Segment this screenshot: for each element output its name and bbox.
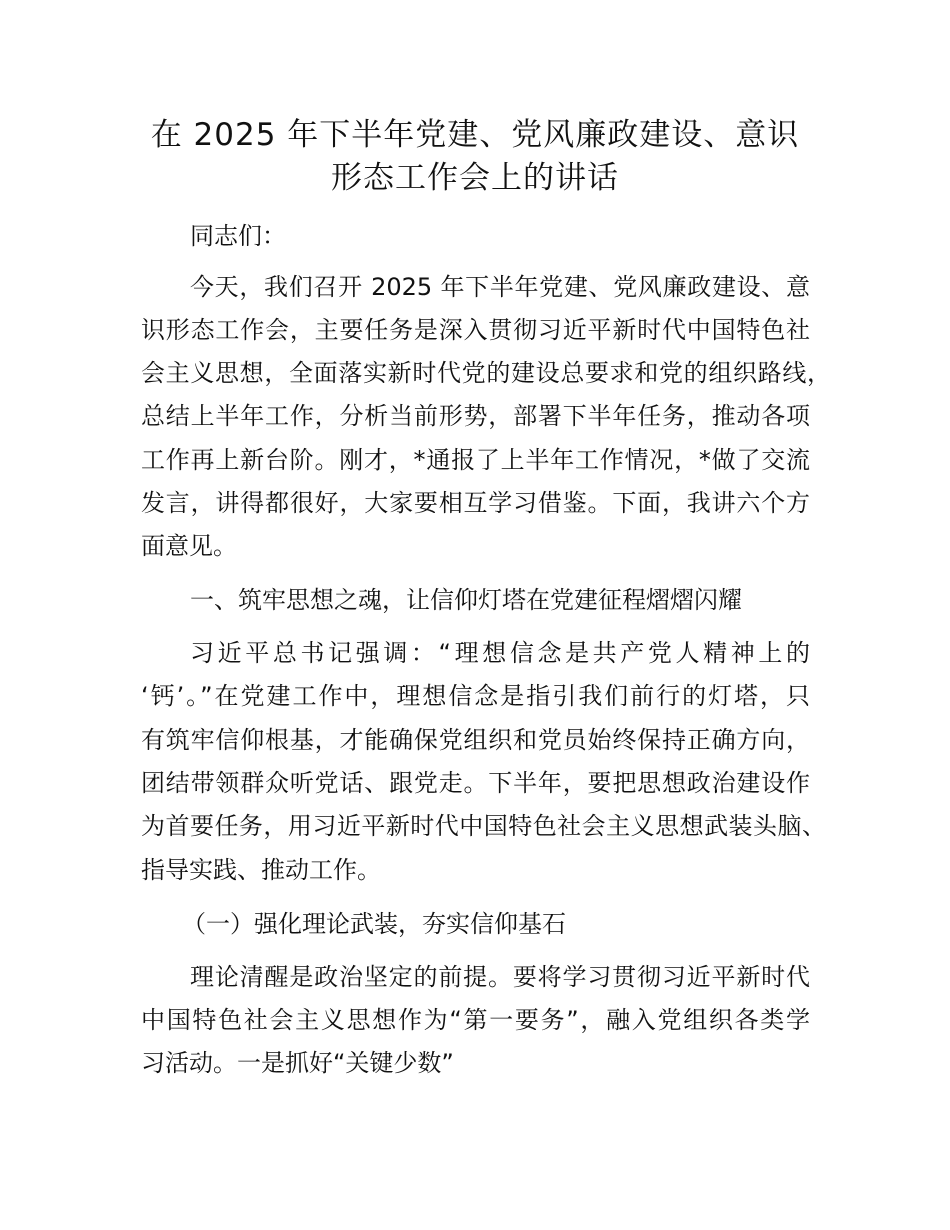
salutation: 同志们： (190, 222, 286, 250)
paragraph-2-line: ‘钙’。”在党建工作中，理想信念是指引我们前行的灯塔，只 (141, 682, 810, 710)
paragraph-1-line: 面意见。 (141, 532, 237, 560)
paragraph-3-line: 理论清醒是政治坚定的前提。要将学习贯彻习近平新时代 (190, 963, 810, 991)
paragraph-1-line: 发言，讲得都很好，大家要相互学习借鉴。下面，我讲六个方 (141, 489, 810, 517)
paragraph-2-line: 团结带领群众听党话、跟党走。下半年，要把思想政治建设作 (141, 769, 810, 797)
paragraph-2-line: 有筑牢信仰根基，才能确保党组织和党员始终保持正确方向， (141, 726, 810, 754)
paragraph-1-line: 工作再上新台阶。刚才，*通报了上半年工作情况，*做了交流 (141, 446, 810, 474)
paragraph-1-line: 总结上半年工作，分析当前形势，部署下半年任务，推动各项 (141, 402, 810, 430)
paragraph-2-line: 习近平总书记强调：“理想信念是共产党人精神上的 (190, 639, 810, 667)
paragraph-2-line: 为首要任务，用习近平新时代中国特色社会主义思想武装头脑、 (141, 812, 826, 840)
paragraph-1-line: 今天，我们召开 2025 年下半年党建、党风廉政建设、意 (190, 273, 810, 301)
subsection-heading-1: （一）强化理论武装，夯实信仰基石 (182, 910, 566, 938)
document-title-line-1: 在 2025 年下半年党建、党风廉政建设、意识 (150, 117, 800, 153)
paragraph-3-line: 习活动。一是抓好“关键少数” (141, 1049, 454, 1077)
paragraph-1-line: 会主义思想，全面落实新时代党的建设总要求和党的组织路线， (141, 359, 831, 387)
paragraph-3-line: 中国特色社会主义思想作为“第一要务”，融入党组织各类学 (141, 1006, 810, 1034)
paragraph-2-line: 指导实践、推动工作。 (141, 856, 381, 884)
section-heading-1: 一、筑牢思想之魂，让信仰灯塔在党建征程熠熠闪耀 (190, 586, 742, 614)
paragraph-1-line: 识形态工作会，主要任务是深入贯彻习近平新时代中国特色社 (141, 316, 810, 344)
document-title-line-2: 形态工作会上的讲话 (331, 160, 619, 196)
